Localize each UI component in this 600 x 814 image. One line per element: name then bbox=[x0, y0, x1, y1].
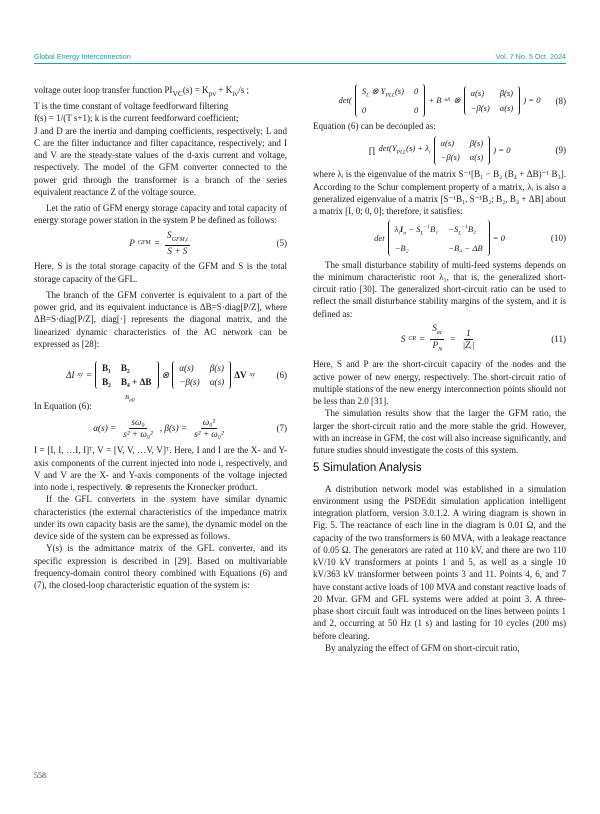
equation-6: ΔI xy = B₁ B₂ B₂ B₄ + ΔB $B_{all}$ ⊗ α(s) β(s) −β(s) α(s) ΔV xy (6) bbox=[66, 362, 287, 404]
paragraph-short-circuit-ratio: The small disturbance stability of multi-feed systems depends on the minimum characteristic root λ₁, that is, the generalized short-circuit ratio [30]. The generalized short-circuit ratio can be used to reflect the small disturbance stability margins of the system, and it is defined as: bbox=[313, 259, 566, 319]
journal-name: Global Energy Interconnection bbox=[34, 52, 131, 61]
equation-5: P GFM = $\frac{S_{GFM,t}}{S + S}$ (5) bbox=[129, 229, 287, 257]
right-column bbox=[313, 84, 566, 654]
paragraph-time-constant: T is the time constant of voltage feedforward filtering bbox=[34, 101, 229, 112]
paragraph-parameters: J and D are the inertia and damping coefficients, respectively; L and C are the filter inductance and filter capacitance, respectively; and I and V are the steady-state values of the d-axis current and voltage, respectively. The model of the GFM converter connected to the power grid through the transformer is a branch of the series equivalent reactance Z of the voltage source. bbox=[34, 125, 287, 197]
paragraph-eigenvalue: where λᵢ is the eigenvalue of the matrix S⁻¹[B₁ − B₂ (B₄ + ΔB)⁻¹ B₃]. According to the Schur complement property of a matrix, λᵢ is also a generalized eigenvalue of a matrix [S⁻¹B₁, S⁻¹B₂; B₂, B₄ + ΔB] about a matrix [I, 0; 0, 0]; therefore, it satisfies: bbox=[313, 169, 566, 217]
equation-10: det $\lambda_iI_n - S_L^{-1}B_1$ $-S_L^{-1}B_2$ −B₂ −B₄ − ΔB = 0 (10) bbox=[313, 220, 566, 255]
paragraph-feedforward: f(s) = 1/(T s+1); k is the current feedforward coefficient; bbox=[34, 113, 239, 124]
section-heading: 5 Simulation Analysis bbox=[313, 462, 422, 475]
issue-info: Vol. 7 No. 5 Oct. 2024 bbox=[495, 52, 566, 61]
paragraph-ratio-definition: Let the ratio of GFM energy storage capacity and total capacity of energy storage power station in the system P be defined as follows: bbox=[34, 203, 287, 226]
equation-number: (7) bbox=[276, 423, 287, 434]
equation-number: (8) bbox=[555, 95, 566, 106]
equation-number: (5) bbox=[276, 238, 287, 249]
paragraph-storage-capacity: Here, S is the total storage capacity of the GFM and S is the total storage capacity of the GFL. bbox=[34, 261, 287, 284]
paragraph-gfm-effect: By analyzing the effect of GFM on short-circuit ratio, bbox=[325, 642, 520, 653]
equation-number: (6) bbox=[276, 370, 287, 380]
page-number: 558 bbox=[34, 771, 46, 780]
paragraph-simulation-results: The simulation results show that the larger the GFM ratio, the larger the short-circuit ratio and the more stable the grid. However, with an increase in GFM, the cost will also increase significantly, and future studies should investigate the costs of this system. bbox=[313, 408, 566, 456]
paragraph-decoupled: Equation (6) can be decoupled as: bbox=[313, 121, 436, 132]
equation-7: α(s) = $\frac{\text{sω₀}}{\text{s² + ω₀²}}$ , β(s) = $\frac{\text{ω₀²}}{\text{s² + ω₀²}}$ (7) bbox=[93, 416, 287, 439]
paragraph-equivalent-inductance: The branch of the GFM converter is equivalent to a part of the power grid, and its equivalent inductance is ΔB=S·diag[P/Z], where ΔB=S·diag[P/Z], diag[·] represents the diagonal matrix, and the linearized dynamic characteristics of the AC network can be expressed as [28]: bbox=[34, 289, 287, 349]
left-column bbox=[34, 84, 287, 591]
equation-number: (11) bbox=[551, 334, 566, 344]
equation-11: S CR = $\frac{S_{ac}}{P_N}$ = $\frac{1}{\text{|Zᵢ|}}$ (11) bbox=[400, 322, 566, 353]
paragraph-short-circuit-capacity: Here, S and P are the short-circuit capacity of the nodes and the active power of new energy, respectively. The short-circuit ratio of multiple stations of the new energy interconnection points should not be less than 2.0 [31]. bbox=[313, 359, 566, 407]
paragraph-distribution-network: A distribution network model was established in a simulation environment using the PSDEdit simulation application intelligent integration platform, version 3.0.1.2. A wiring diagram is shown in Fig. 5. The reactance of each line in the diagram is 0.01 Ω, and the capacity of the two transformers is 60 MVA, with a leakage reactance of 0.05 Ω. The generators are rated at 110 kV, and there are two 110 kV/10 kV transformers at points 1 and 5, as well as a single 10 kV/363 kV transformer between points 3 and 11. Points 4, 6, and 7 have constant active loads of 100 MVA and constant reactive loads of 20 Mvar. GFM and GFL systems were added at point 3. A three-phase short circuit fault was introduced on the lines between points 1 and 2, occurring at 50 Hz (1 s) and lasting for 10 cycles (200 ms) before clearing. bbox=[313, 483, 566, 641]
equation-number: (9) bbox=[555, 145, 566, 156]
equation-8: det( $S_L$ ⊗ $Y_{PLL}(s)$ 0 0 0 + B all ⊗ α(s) β(s) −β(s) α(s) ) = 0 (8) bbox=[313, 84, 566, 117]
paragraph-admittance-matrix: Y(s) is the admittance matrix of the GFL converter, and its specific expression is described in [29]. Based on multivariable frequency-domain control theory combined with Equations (6) and (7), the closed-loop characteristic equation of the system is: bbox=[34, 543, 287, 591]
equation-9: ∏ $\det(Y_{PLL}(s) + \lambda_i$ α(s) β(s) −β(s) α(s) ) = 0 (9) bbox=[313, 135, 566, 165]
paragraph-in-equation-6: In Equation (6): bbox=[34, 401, 92, 412]
header-rule bbox=[34, 63, 566, 64]
paragraph-gfl-dynamics: If the GFL converters in the system have similar dynamic characteristics (the external characteristics of the impedance matrix under its own capacity basis are the same), the dynamic model on the device side of the system can be expressed as follows. bbox=[34, 494, 287, 542]
paragraph-vector-definitions: I = [I, I, …I, I]ᵀ, V = [V, V, …V, V]ᵀ. Here, I and I are the X- and Y-axis components of the current injected into node i, respectively, and V and V are the X- and Y-axis components of the voltage injected into node i, respectively. ⊗ represents the Kronecker product. bbox=[34, 445, 287, 493]
paragraph-transfer-function: voltage outer loop transfer function $PI_{VC}(s) = K_{pv} + K_{iv}/s$ ; bbox=[34, 85, 249, 98]
equation-number: (10) bbox=[550, 232, 566, 243]
